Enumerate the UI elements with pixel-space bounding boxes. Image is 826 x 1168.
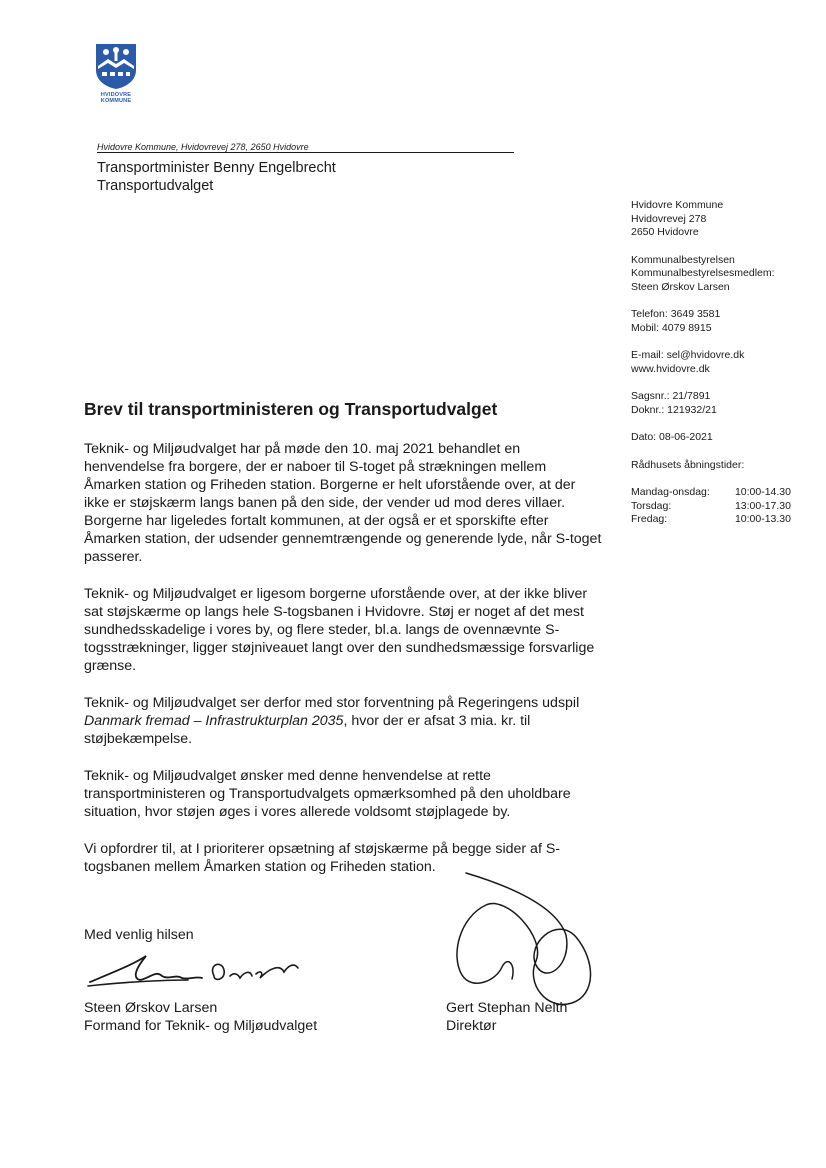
sender-phone: Telefon: 3649 3581 Mobil: 4079 8915 [631,308,721,334]
hours-row: Torsdag: 13:00-17.30 [631,499,791,512]
opening-hours-table [631,486,791,527]
recipient-name: Transportminister Benny Engelbrecht [97,160,336,176]
return-address: Hvidovre Kommune, Hvidovrevej 278, 2650 Hvidovre [97,142,514,153]
signature-2 [446,865,616,1015]
plan-title: Danmark fremad – Infrastrukturplan 2035 [84,713,344,729]
hours-row: Mandag-onsdag: 10:00-14.30 [631,486,791,498]
recipient-committee: Transportudvalget [97,178,214,194]
signatory-title: Formand for Teknik- og Miljøudvalget [84,1018,318,1034]
paragraph: Teknik- og Miljøudvalget ser derfor med stor forventning på Regeringens udspil Danmark fremad – Infrastrukturplan 2035, hvor der er afsat 3 mia. kr. til støjbekæmpelse. [84,695,580,747]
case-reference: Sagsnr.: 21/7891 Doknr.: 121932/21 [631,390,717,416]
sender-info-sidebar [631,199,791,527]
signatory-1 [84,999,317,1035]
closing-salutation: Med venlig hilsen [84,927,194,943]
email-text: E-mail: sel@hvidovre.dk [631,349,745,361]
letter-date: Dato: 08-06-2021 [631,431,713,443]
paragraph: Vi opfordrer til, at I prioriterer opsætning af støjskærme på begge sider af S-togsbanen mellem Åmarken station og Friheden station. [84,841,561,875]
signatory-title: Direktør [446,1018,497,1034]
letter-body [84,440,604,895]
coat-of-arms-icon [94,42,138,90]
paragraph: Teknik- og Miljøudvalget er ligesom borgerne uforstående over, at der ikke bliver sat støjskærme op langs hele S-togsbanen i Hvidovre. Støj er noget af det mest sundhedsskadelige i vores by, og flere steder, bl.a. langs de ovennævnte S-togsstrækninger, ligger støjniveauet langt over den sundhedsmæssige forsvarlige grænse. [84,586,595,674]
recipient-block [97,159,336,195]
signatory-name: Gert Stephan Nelth [446,1000,568,1016]
signatory-2 [446,999,567,1035]
hours-row: Fredag: 10:00-13.30 [631,513,791,525]
sender-department: Kommunalbestyrelsen Kommunalbestyrelsesmedlem: Steen Ørskov Larsen [631,253,775,293]
sender-contact [631,349,791,376]
paragraph: Teknik- og Miljøudvalget har på møde den 10. maj 2021 behandlet en henvendelse fra borgere, der er naboer til S-toget på strækningen mellem Åmarken station og Friheden station. Borgerne er helt uforstående over, at der ikke er støjskærm langs banen på den side, der vender ud mod deres villaer. Borgerne har ligeledes fortalt kommunen, at der også er et sporskifte efter Åmarken station, der udsender gennemtrængende og generende lyde, når S-toget passerer. [84,441,602,565]
letter-heading: Brev til transportministeren og Transportudvalget [84,399,498,419]
logo-text: HVIDOVRE KOMMUNE [100,92,132,104]
opening-hours-title: Rådhusets åbningstider: [631,458,745,471]
signatory-name: Steen Ørskov Larsen [84,1000,218,1016]
municipality-logo [94,42,138,104]
sender-address: Hvidovre Kommune Hvidovrevej 278 2650 Hvidovre [631,199,724,238]
paragraph: Teknik- og Miljøudvalget ønsker med denne henvendelse at rette transportministeren og Transportudvalgets opmærksomhed på den uholdbare situation, hvor støjen øges i vores allerede voldsomt støjplagede by. [84,768,571,820]
signature-1 [84,950,314,996]
website-text: www.hvidovre.dk [631,362,710,375]
